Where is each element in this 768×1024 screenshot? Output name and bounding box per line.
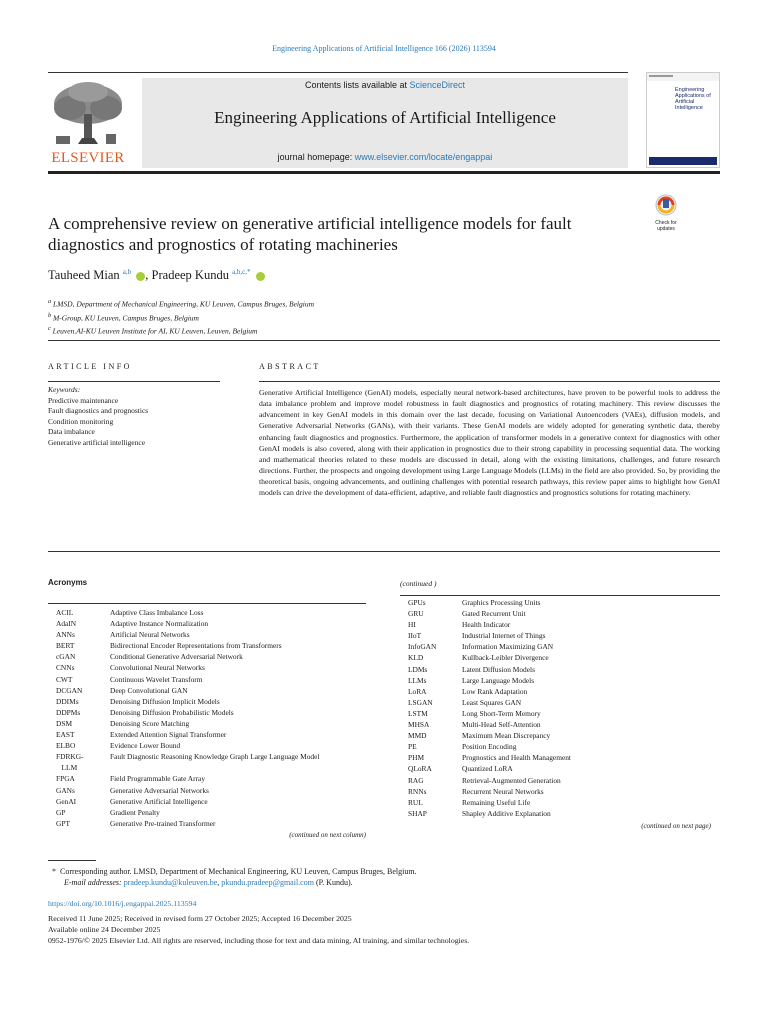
- email-line: [64, 878, 353, 887]
- acronym-expansion: Denoising Diffusion Probabilistic Models: [110, 707, 234, 717]
- acronym-expansion: Adaptive Instance Normalization: [110, 619, 209, 629]
- doi-link[interactable]: https://doi.org/10.1016/j.engappai.2025.113594: [48, 899, 197, 908]
- author-separator: ,: [145, 268, 149, 283]
- acronym-expansion: Bidirectional Encoder Representations from Transformers: [110, 641, 282, 651]
- acronym-row: [400, 652, 720, 663]
- contents-prefix: Contents lists available at: [304, 80, 410, 90]
- acronym-row: [400, 786, 720, 797]
- affiliation-text: Leuven.AI-KU Leuven Institute for AI, KU Leuven, Leuven, Belgium: [52, 326, 258, 336]
- cover-title: Engineering Applications of Artificial Intelligence: [675, 87, 711, 111]
- author-affiliation-marks[interactable]: a,b: [122, 268, 132, 276]
- check-for-updates-badge[interactable]: [646, 194, 686, 232]
- acronym-row: [48, 762, 366, 773]
- acronyms-right-rule: [400, 595, 720, 596]
- acronym-expansion: Extended Attention Signal Transformer: [110, 730, 227, 740]
- email-separator: ,: [217, 878, 222, 887]
- acronym-expansion: Convolutional Neural Networks: [110, 663, 205, 673]
- publication-dates: [48, 913, 469, 946]
- acronym-row: [48, 629, 366, 640]
- email-link[interactable]: pradeep.kundu@kuleuven.be: [123, 878, 218, 887]
- acronym-row: [400, 797, 720, 808]
- acronym-expansion: Multi-Head Self-Attention: [462, 720, 541, 730]
- acronym-abbreviation: RUL: [408, 797, 423, 807]
- elsevier-wordmark: ELSEVIER: [51, 150, 125, 166]
- acronym-expansion: Recurrent Neural Networks: [462, 786, 544, 796]
- orcid-icon[interactable]: [136, 272, 145, 281]
- acronym-row: [400, 619, 720, 630]
- acronym-expansion: [110, 762, 366, 773]
- acronym-row: [48, 640, 366, 651]
- acronym-row: [48, 773, 366, 784]
- acronym-row: [400, 752, 720, 763]
- email-link[interactable]: pkundu.pradeep@gmail.com: [221, 878, 314, 887]
- acronym-abbreviation: MMD: [408, 731, 427, 741]
- badge-label: Check for updates: [655, 220, 677, 232]
- acronym-row: [400, 630, 720, 641]
- abstract-end-rule: [48, 551, 720, 552]
- acronym-abbreviation: LDMs: [408, 664, 428, 674]
- acronym-row: [400, 719, 720, 730]
- acronym-row: [400, 808, 720, 819]
- continued-next-column: (continued on next column): [289, 831, 366, 839]
- acronym-abbreviation: LoRA: [408, 686, 427, 696]
- keywords-block: [48, 385, 148, 448]
- acronym-row: [48, 685, 366, 696]
- affiliation: [48, 296, 314, 310]
- affiliation-mark: a: [48, 298, 52, 305]
- acronym-expansion: Shapley Additive Explanation: [462, 808, 551, 818]
- acronym-expansion: Conditional Generative Adversarial Network: [110, 652, 243, 662]
- acronym-table-right: [400, 597, 720, 819]
- acronym-abbreviation: PE: [408, 742, 417, 752]
- acronym-abbreviation: KLD: [408, 653, 424, 663]
- acronym-expansion: Remaining Useful Life: [462, 797, 531, 807]
- acronym-abbreviation: RAG: [408, 775, 424, 785]
- acronym-abbreviation: DSM: [56, 718, 73, 728]
- keyword: Condition monitoring: [48, 416, 114, 426]
- author-affiliation-marks[interactable]: a,b,c,*: [232, 268, 251, 276]
- acronym-row: [400, 597, 720, 608]
- acronym-abbreviation: DDIMs: [56, 696, 79, 706]
- keyword: Generative artificial intelligence: [48, 437, 146, 447]
- acronym-abbreviation: CWT: [56, 674, 73, 684]
- acronym-abbreviation: LLMs: [408, 675, 427, 685]
- acronym-row: [48, 807, 366, 818]
- acronym-row: [48, 674, 366, 685]
- acronym-row: [400, 697, 720, 708]
- acronyms-left-rule: [48, 603, 366, 604]
- acronym-expansion: Industrial Internet of Things: [462, 631, 546, 641]
- acronym-expansion: Gated Recurrent Unit: [462, 609, 526, 619]
- abstract-heading: ABSTRACT: [259, 362, 321, 371]
- acronym-expansion: Artificial Neural Networks: [110, 630, 190, 640]
- acronym-abbreviation: FPGA: [56, 774, 75, 784]
- author-list: [48, 268, 265, 283]
- acronym-row: [400, 741, 720, 752]
- acronym-expansion: Fault Diagnostic Reasoning Knowledge Graph Large Language Model: [110, 752, 320, 762]
- keywords-label: Keywords:: [48, 385, 81, 394]
- continued-next-page: (continued on next page): [641, 822, 711, 830]
- acronym-expansion: Large Language Models: [462, 675, 535, 685]
- acronym-expansion: Maximum Mean Discrepancy: [462, 731, 551, 741]
- acronym-abbreviation: LLM: [56, 763, 78, 773]
- acronym-abbreviation: GPUs: [408, 598, 426, 607]
- affiliations: [48, 296, 314, 337]
- article-info-heading: ARTICLE INFO: [48, 362, 132, 371]
- contents-line: [142, 80, 628, 90]
- continued-header: (continued ): [400, 579, 437, 588]
- article-info-rule: [48, 381, 220, 382]
- acronym-row: [48, 607, 366, 618]
- acronym-expansion: Field Programmable Gate Array: [110, 774, 206, 784]
- acronym-abbreviation: EAST: [56, 730, 75, 740]
- acronym-expansion: Information Maximizing GAN: [462, 642, 554, 652]
- acronym-expansion: Least Squares GAN: [462, 697, 522, 707]
- orcid-icon[interactable]: [256, 272, 265, 281]
- acronym-row: [400, 708, 720, 719]
- acronym-expansion: Low Rank Adaptation: [462, 686, 528, 696]
- acronym-expansion: Long Short-Term Memory: [462, 708, 541, 718]
- acronym-expansion: Continuous Wavelet Transform: [110, 674, 203, 684]
- acronym-expansion: Graphics Processing Units: [462, 598, 541, 607]
- acronym-abbreviation: DCGAN: [56, 685, 83, 695]
- acronym-expansion: Kullback-Leibler Divergence: [462, 653, 549, 663]
- acronym-row: [48, 696, 366, 707]
- acronym-row: [48, 751, 366, 762]
- email-suffix: (P. Kundu).: [313, 878, 353, 887]
- article-title: A comprehensive review on generative artificial intelligence models for fault diagnostics and prognostics of rotating machineries: [48, 214, 572, 254]
- acronym-abbreviation: GP: [56, 807, 66, 817]
- acronym-expansion: Generative Adversarial Networks: [110, 785, 209, 795]
- acronym-table-left: [48, 607, 366, 829]
- acronyms-title: Acronyms: [48, 578, 88, 587]
- keyword: Fault diagnostics and prognostics: [48, 406, 149, 415]
- affiliation-mark: b: [48, 311, 52, 319]
- acronym-abbreviation: GPT: [56, 818, 70, 828]
- acronym-abbreviation: CNNs: [56, 663, 75, 673]
- acronym-row: [400, 664, 720, 675]
- acronym-abbreviation: FDRKG-: [56, 752, 84, 762]
- acronym-abbreviation: DDPMs: [56, 707, 81, 717]
- acronym-expansion: Evidence Lower Bound: [110, 741, 181, 751]
- acronym-abbreviation: QLoRA: [408, 764, 432, 774]
- acronym-abbreviation: ACIL: [56, 608, 74, 617]
- acronym-expansion: Generative Pre-trained Transformer: [110, 818, 216, 828]
- acronym-expansion: Adaptive Class Imbalance Loss: [110, 608, 204, 617]
- acronym-abbreviation: ANNs: [56, 630, 75, 640]
- acronym-abbreviation: AdaIN: [56, 619, 77, 629]
- check-updates-icon: [654, 194, 678, 216]
- acronym-abbreviation: ELBO: [56, 741, 76, 751]
- acronym-expansion: Quantized LoRA: [462, 764, 513, 774]
- affiliation: [48, 323, 314, 337]
- acronym-row: [48, 651, 366, 662]
- acronym-abbreviation: SHAP: [408, 808, 427, 818]
- journal-cover-thumbnail[interactable]: [646, 72, 720, 168]
- homepage-link[interactable]: www.elsevier.com/locate/engappai: [354, 152, 493, 162]
- acronym-row: [48, 740, 366, 751]
- affiliation: [48, 310, 314, 324]
- homepage-line: [142, 152, 628, 162]
- acronym-row: [48, 718, 366, 729]
- acronym-row: [48, 662, 366, 673]
- acronym-row: [400, 608, 720, 619]
- received-dates: Received 11 June 2025; Received in revised form 27 October 2025; Accepted 16 December 2025: [48, 914, 352, 923]
- acronym-abbreviation: InfoGAN: [408, 642, 437, 652]
- footnote-rule: [48, 860, 96, 861]
- acronym-abbreviation: BERT: [56, 641, 75, 651]
- acronym-expansion: Health Indicator: [462, 620, 511, 630]
- header-top-rule: [48, 72, 628, 73]
- acronym-row: [48, 818, 366, 829]
- acronym-expansion: Denoising Diffusion Implicit Models: [110, 696, 220, 706]
- affiliation-mark: c: [48, 325, 51, 332]
- acronym-row: [400, 641, 720, 652]
- acronym-abbreviation: GRU: [408, 609, 424, 619]
- abstract-rule: [259, 381, 720, 382]
- acronym-expansion: Retrieval-Augmented Generation: [462, 775, 561, 785]
- copyright: 0952-1976/© 2025 Elsevier Ltd. All rights are reserved, including those for text and data mining, AI training, and similar technologies.: [48, 936, 470, 945]
- acronym-row: [400, 775, 720, 786]
- acronym-abbreviation: MHSA: [408, 720, 430, 730]
- acronym-abbreviation: GANs: [56, 785, 75, 795]
- acronym-row: [48, 796, 366, 807]
- acronym-abbreviation: GenAI: [56, 796, 77, 806]
- corresponding-author-note: [52, 866, 417, 878]
- online-date: Available online 24 December 2025: [48, 925, 161, 934]
- section-rule: [48, 340, 720, 341]
- acronym-row: [400, 730, 720, 741]
- acronym-row: [400, 686, 720, 697]
- acronym-abbreviation: HI: [408, 620, 416, 630]
- acronym-abbreviation: RNNs: [408, 786, 427, 796]
- acronym-row: [48, 729, 366, 740]
- acronym-abbreviation: PHM: [408, 753, 425, 763]
- acronym-abbreviation: LSTM: [408, 708, 428, 718]
- acronym-expansion: Gradient Penalty: [110, 807, 160, 817]
- corresponding-text: Corresponding author. LMSD, Department of Mechanical Engineering, KU Leuven, Campus Bruges, Belgium.: [60, 867, 417, 876]
- acronym-expansion: Deep Convolutional GAN: [110, 685, 188, 695]
- acronym-expansion: Generative Artificial Intelligence: [110, 796, 208, 806]
- keyword: Data imbalance: [48, 427, 95, 436]
- journal-title: Engineering Applications of Artificial Intelligence: [214, 108, 556, 127]
- author-name[interactable]: Pradeep Kundu: [151, 268, 229, 283]
- abstract-text: Generative Artificial Intelligence (GenAI) models, especially neural network-based architectures, have proven to be powerful tools to address the data imbalance problem and improve model robustness in fault diagnostics and prognostics of rotating machinery. This review discusses the advancement in key GenAI models in this domain over the last decade, focusing on Variational Autoencoders (VAEs), diffusion models, and Generative Adversarial Networks (GANs), with their variants. These GenAI models are widely adopted for generating synthetic data, thereby enhancing fault diagnostics and prognostics. Furthermore, the application of transformer models in a generative context for diagnostics with other GenAI models is also covered, along with their application in prognostics due to their strong capability in processing sequential data. The working and mathematical theories related to these models are discussed in detail, along with the existing limitations, challenges, and future research directions. Further, the prospects and ongoing development using Large Language Models (LLMs) in the field are also provided. So, by providing the theoretical basis, ongoing advancements, and outlining challenges with potential research pathways, this review paper aims to highlight how GenAI models can drive the development of data-efficient, adaptive, and reliable fault diagnostics and prognostics solutions for rotating machinery.: [259, 388, 720, 498]
- footnote-asterisk: *: [52, 867, 56, 876]
- acronym-expansion: Prognostics and Health Management: [462, 753, 571, 763]
- acronym-abbreviation: LSGAN: [408, 697, 433, 707]
- acronym-expansion: Latent Diffusion Models: [462, 664, 535, 674]
- acronym-expansion: Position Encoding: [462, 742, 517, 752]
- journal-reference[interactable]: Engineering Applications of Artificial Intelligence 166 (2026) 113594: [272, 44, 496, 53]
- sciencedirect-link[interactable]: ScienceDirect: [409, 80, 466, 90]
- email-label: E-mail addresses:: [64, 878, 122, 887]
- affiliation-text: LMSD, Department of Mechanical Engineering, KU Leuven, Campus Bruges, Belgium: [53, 299, 315, 309]
- header-thick-rule: [48, 171, 720, 174]
- acronym-row: [400, 675, 720, 686]
- acronym-abbreviation: IIoT: [408, 631, 422, 641]
- acronym-row: [400, 763, 720, 774]
- acronym-expansion: Denoising Score Matching: [110, 718, 190, 728]
- acronym-abbreviation: cGAN: [56, 652, 76, 662]
- acronym-row: [48, 785, 366, 796]
- acronym-row: [48, 707, 366, 718]
- author-name[interactable]: Tauheed Mian: [48, 268, 120, 283]
- keyword: Predictive maintenance: [48, 395, 119, 405]
- affiliation-text: M-Group, KU Leuven, Campus Bruges, Belgium: [53, 313, 199, 322]
- acronym-row: [48, 618, 366, 629]
- homepage-prefix: journal homepage:: [277, 152, 355, 162]
